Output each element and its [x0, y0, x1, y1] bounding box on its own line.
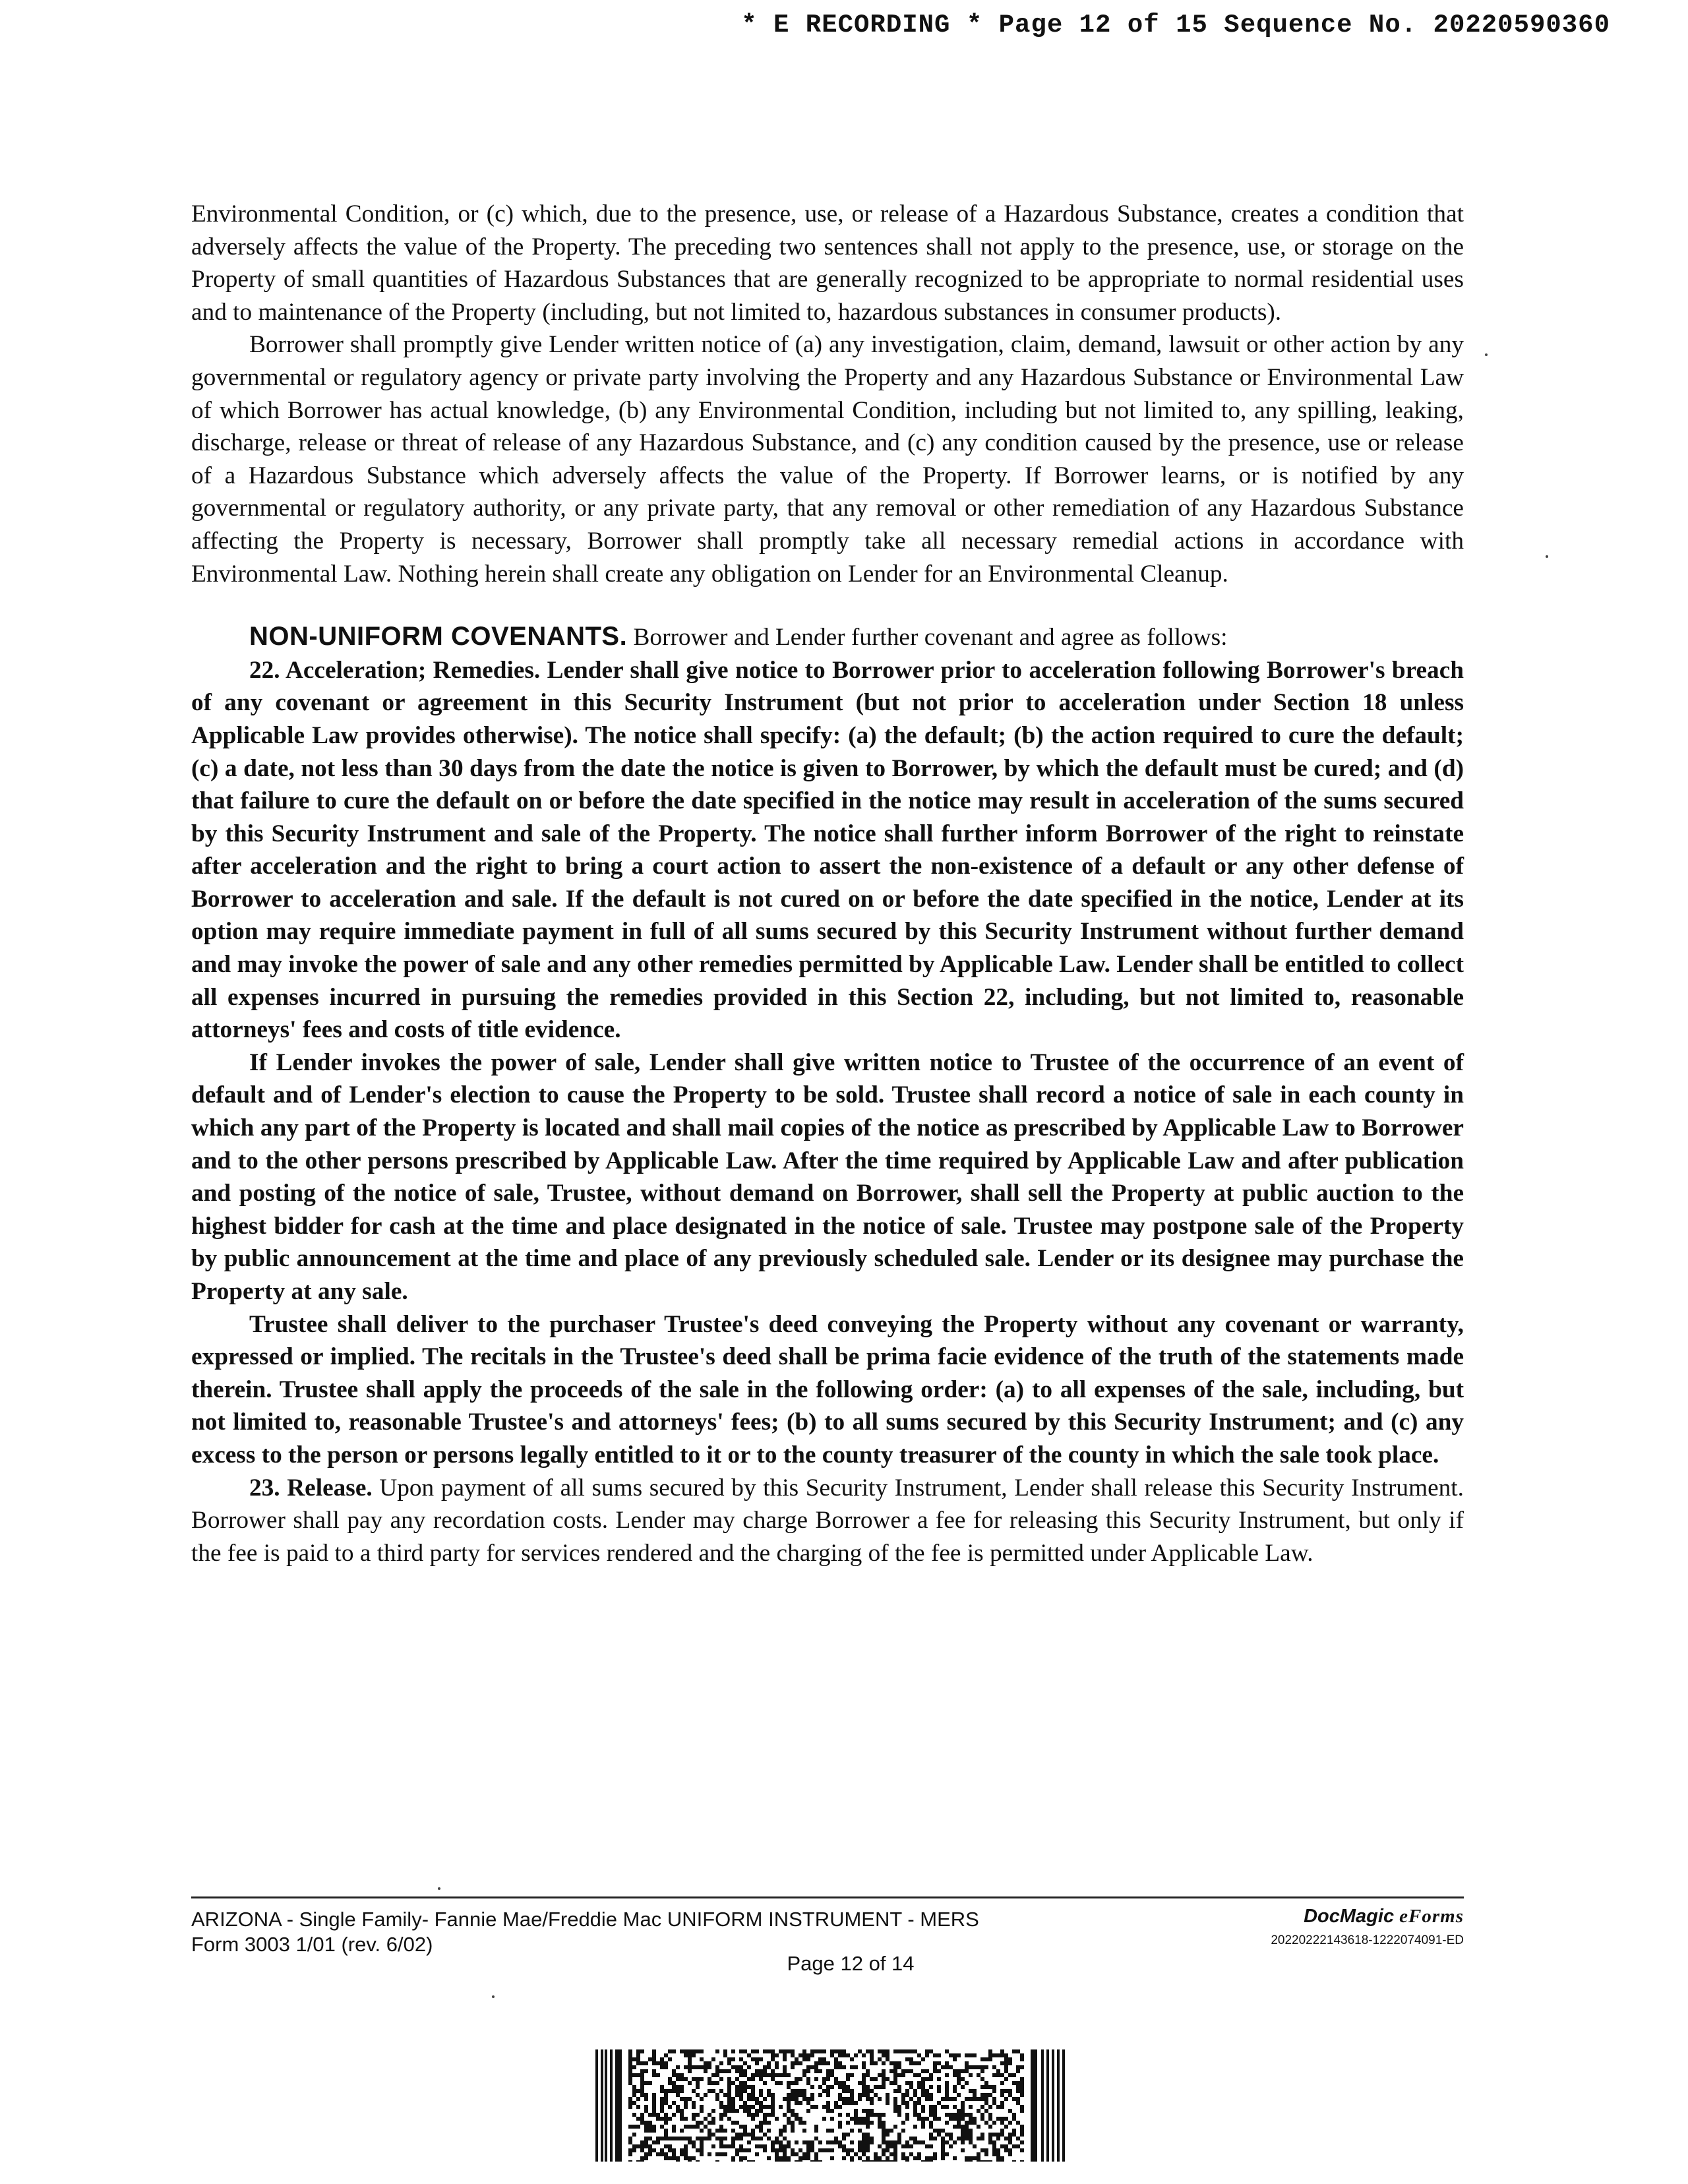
paragraph-trustee-deed: Trustee shall deliver to the purchaser Trustee's deed conveying the Property without any covenant or warranty, expressed or implied. The recitals in the Trustee's deed shall be prima facie evidence of the truth of the statements made therein. Trustee shall apply the proceeds of the sale in the following order: (a) to all expenses of the sale, including, but not limited to, reasonable Trustee's and attorneys' fees; (b) to all sums secured by this Security Instrument; and (c) any excess to the person or persons legally entitled to it or to the county treasurer of the county in which the sale took place.	[191, 1310, 1464, 1469]
covenants-intro: Borrower and Lender further covenant and agree as follows:	[627, 624, 1228, 652]
footer-page-number: Page 12 of 14	[787, 1952, 915, 1975]
footer-document-id: 20220222143618-1222074091-ED	[1271, 1933, 1464, 1947]
section-23-paragraph	[191, 1472, 1464, 1570]
section-23-text: Upon payment of all sums secured by this Security Instrument, Lender shall release this Security Instrument. Borrower shall pay any recordation costs. Lender may charge Borrower a fee for releasing this Security Instrument, but only if the fee is paid to a third party for services rendered and the charging of the fee is permitted under Applicable Law.	[191, 1474, 1464, 1567]
footer-form-title: ARIZONA - Single Family- Fannie Mae/Freddie Mac UNIFORM INSTRUMENT - MERS	[191, 1908, 979, 1931]
section-22-paragraph	[191, 654, 1464, 1046]
document-body	[191, 198, 1464, 1569]
scan-speck	[438, 1887, 440, 1890]
section-23-title: 23. Release.	[249, 1474, 373, 1502]
brand-eforms: eForms	[1399, 1906, 1464, 1927]
covenants-heading: NON-UNIFORM COVENANTS.	[249, 622, 628, 652]
paragraph-power-of-sale: If Lender invokes the power of sale, Lender shall give written notice to Trustee of the occurrence of an event of default and of Lender's election to cause the Property to be sold. Trustee shall record a notice of sale in each county in which any part of the Property is located and shall mail copies of the notice as prescribed by Applicable Law to Borrower and to the other persons prescribed by Applicable Law. After the time required by Applicable Law and after publication and posting of the notice of sale, Trustee, without demand on Borrower, shall sell the Property at public auction to the highest bidder for cash at the time and place designated in the notice of sale. Trustee may postpone sale of the Property by public announcement at the time and place of any previously scheduled sale. Lender or its designee may purchase the Property at any sale.	[191, 1048, 1464, 1305]
scan-speck	[1485, 353, 1488, 356]
scan-speck	[1546, 555, 1548, 558]
barcode-icon	[595, 2049, 1068, 2162]
paragraph-environmental-condition: Environmental Condition, or (c) which, due to the presence, use, or release of a Hazardous Substance, creates a condition that adversely affects the value of the Property. The preceding two sentences shall not apply to the presence, use, or storage on the Property of small quantities of Hazardous Substances that are generally recognized to be appropriate to normal residential uses and to maintenance of the Property (including, but not limited to, hazardous substances in consumer products).	[191, 200, 1464, 326]
section-22-text: Lender shall give notice to Borrower prior to acceleration following Borrower's breach of any covenant or agreement in this Security Instrument (but not prior to acceleration under Section 18 unless Applicable Law provides otherwise). The notice shall specify: (a) the default; (b) the action required to cure the default; (c) a date, not less than 30 days from the date the notice is given to Borrower, by which the default must be cured; and (d) that failure to cure the default on or before the date specified in the notice may result in acceleration of the sums secured by this Security Instrument and sale of the Property. The notice shall further inform Borrower of the right to reinstate after acceleration and the right to bring a court action to assert the non-existence of a default or any other defense of Borrower to acceleration and sale. If the default is not cured on or before the date specified in the notice, Lender at its option may require immediate payment in full of all sums secured by this Security Instrument without further demand and may invoke the power of sale and any other remedies permitted by Applicable Law. Lender shall be entitled to collect all expenses incurred in pursuing the remedies provided in this Section 22, including, but not limited to, reasonable attorneys' fees and costs of title evidence.	[191, 656, 1464, 1044]
paragraph-borrower-notice: Borrower shall promptly give Lender written notice of (a) any investigation, claim, demand, lawsuit or other action by any governmental or regulatory agency or private party involving the Property and any Hazardous Substance or Environmental Law of which Borrower has actual knowledge, (b) any Environmental Condition, including but not limited to, any spilling, leaking, discharge, release or threat of release of any Hazardous Substance, and (c) any condition caused by the presence, use or release of a Hazardous Substance which adversely affects the value of the Property. If Borrower learns, or is notified by any governmental or regulatory authority, or any private party, that any removal or other remediation of any Hazardous Substance affecting the Property is necessary, Borrower shall promptly take all necessary remedial actions in accordance with Environmental Law. Nothing herein shall create any obligation on Lender for an Environmental Cleanup.	[191, 331, 1464, 588]
docmagic-logo	[1304, 1906, 1464, 1927]
footer-form-number: Form 3003 1/01 (rev. 6/02)	[191, 1933, 433, 1956]
recording-stamp: * E RECORDING * Page 12 of 15 Sequence No. 20220590360	[741, 11, 1610, 40]
scan-speck	[492, 1995, 495, 1998]
section-22-title: 22. Acceleration; Remedies.	[249, 656, 541, 684]
footer-form-info	[191, 1907, 979, 1957]
covenants-intro-paragraph	[191, 621, 1464, 654]
footer-divider	[191, 1896, 1464, 1898]
brand-name: DocMagic	[1304, 1906, 1395, 1927]
